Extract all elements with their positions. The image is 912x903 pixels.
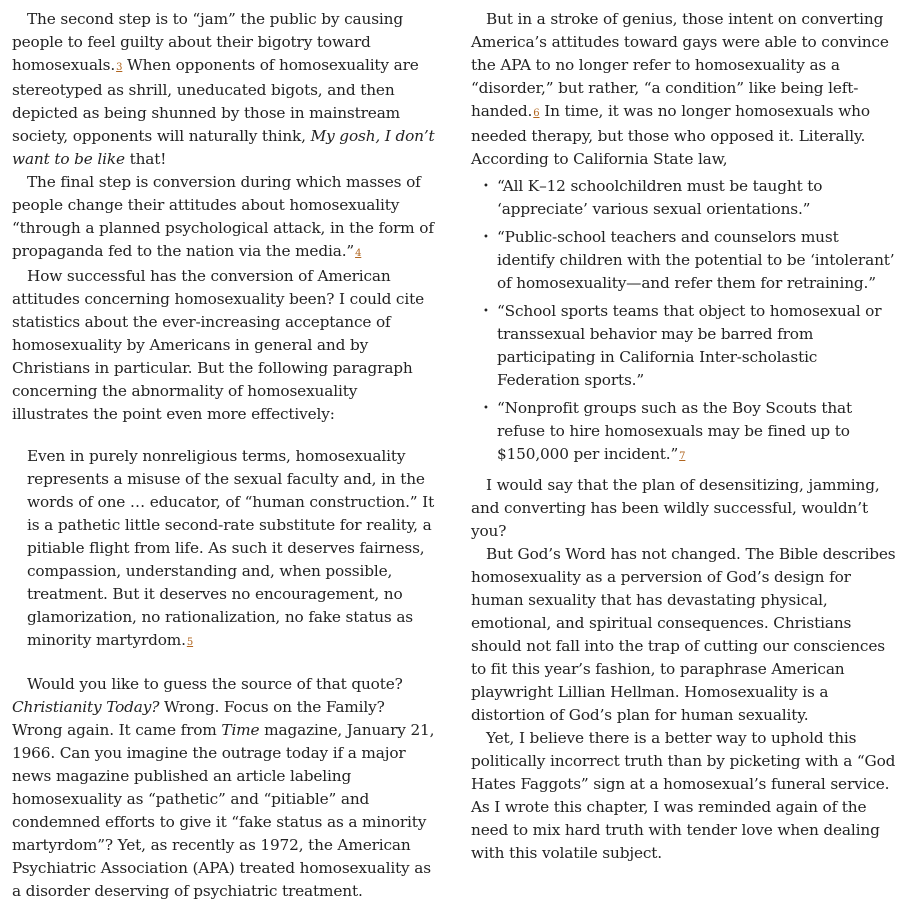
left-column: [12, 8, 437, 903]
paragraph-apa-change: But in a stroke of genius, those intent on converting America’s attitudes toward gays were able to convince the APA to no longer refer to homosexuality as a “disorder,” but rather, “a condition” like being left-handed.6 In time, it was no longer homosexuals who needed therapy, but those who opposed it. Literally. According to California State law,: [471, 10, 889, 168]
bullet-icon: •: [483, 306, 489, 317]
list-item: • “School sports teams that object to homosexual or transsexual behavior may be barred from participating in California Inter-scholastic Federation sports.”: [483, 302, 882, 389]
list-item: • “Nonprofit groups such as the Boy Scouts that refuse to hire homosexuals may be fined up to $150,000 per incident.”7: [483, 399, 852, 463]
paragraph-conversion-step: The final step is conversion during which masses of people change their attitudes about homosexuality “through a planned psychological attack, in the form of propaganda fed to the nation via the media.”4: [12, 173, 434, 260]
footnote-link-6[interactable]: 6: [533, 108, 540, 119]
footnote-link-7[interactable]: 7: [679, 451, 686, 462]
california-law-list: [471, 175, 896, 468]
list-item: • “All K–12 schoolchildren must be taught to ‘appreciate’ various sexual orientations.”: [483, 177, 823, 218]
bullet-icon: •: [483, 403, 489, 414]
paragraph-plan-successful: I would say that the plan of desensitizing, jamming, and converting has been wildly successful, wouldn’t you?: [471, 476, 880, 540]
paragraph-how-successful: How successful has the conversion of American attitudes concerning homosexuality been? I could cite statistics about the ever-increasing acceptance of homosexuality by Americans in general and by Christians in particular. But the following paragraph concerning the abnormality of homosexuality illustrates the point even more effectively:: [12, 267, 424, 423]
paragraph-better-way: Yet, I believe there is a better way to uphold this politically incorrect truth than by picketing with a “God Hates Faggots” sign at a homosexual’s funeral service. As I wrote this chapter, I was reminded again of the need to mix hard truth with tender love when dealing with this volatile subject.: [471, 729, 896, 862]
bullet-icon: •: [483, 232, 489, 243]
block-quote: Even in purely nonreligious terms, homosexuality represents a misuse of the sexual faculty and, in the words of one … educator, of “human construction.” It is a pathetic little second-rate substitute for reality, a pitiable flight from life. As such it deserves fairness, compassion, understanding and, when possible, treatment. But it deserves no encouragement, no glamorization, no rationalization, no fake status as minority martyrdom.5: [27, 447, 435, 649]
list-item: • “Public-school teachers and counselors must identify children with the potential to be ‘intolerant’ of homosexuality—and refer them for retraining.”: [483, 228, 895, 292]
paragraph-jam-step: The second step is to “jam” the public by causing people to feel guilty about their bigotry toward homosexuals.3 When opponents of homosexuality are stereotyped as shrill, uneducated bigots, and then depicted as being shunned by those in mainstream society, opponents will naturally think, My gosh, I don’t want to be like that!: [12, 10, 435, 168]
paragraph-gods-word: But God’s Word has not changed. The Bible describes homosexuality as a perversion of God’s design for human sexuality that has devastating physical, emotional, and spiritual consequences. Christians should not fall into the trap of cutting our consciences to fit this year’s fashion, to paraphrase American playwright Lillian Hellman. Homosexuality is a distortion of God’s plan for human sexuality.: [471, 545, 896, 724]
footnote-link-4[interactable]: 4: [355, 248, 362, 259]
footnote-link-3[interactable]: 3: [116, 62, 123, 73]
paragraph-quote-source: Would you like to guess the source of that quote? Christianity Today? Wrong. Focus on the Family? Wrong again. It came from Time magazine, January 21, 1966. Can you imagine the outrage today if a major news magazine published an article labeling homosexuality as “pathetic” and “pitiable” and condemned efforts to give it “fake status as a minority martyrdom”? Yet, as recently as 1972, the American Psychiatric Association (APA) treated homosexuality as a disorder deserving of psychiatric treatment.: [12, 675, 435, 900]
footnote-link-5[interactable]: 5: [186, 637, 194, 648]
right-column: [471, 8, 896, 865]
bullet-icon: •: [483, 181, 489, 192]
